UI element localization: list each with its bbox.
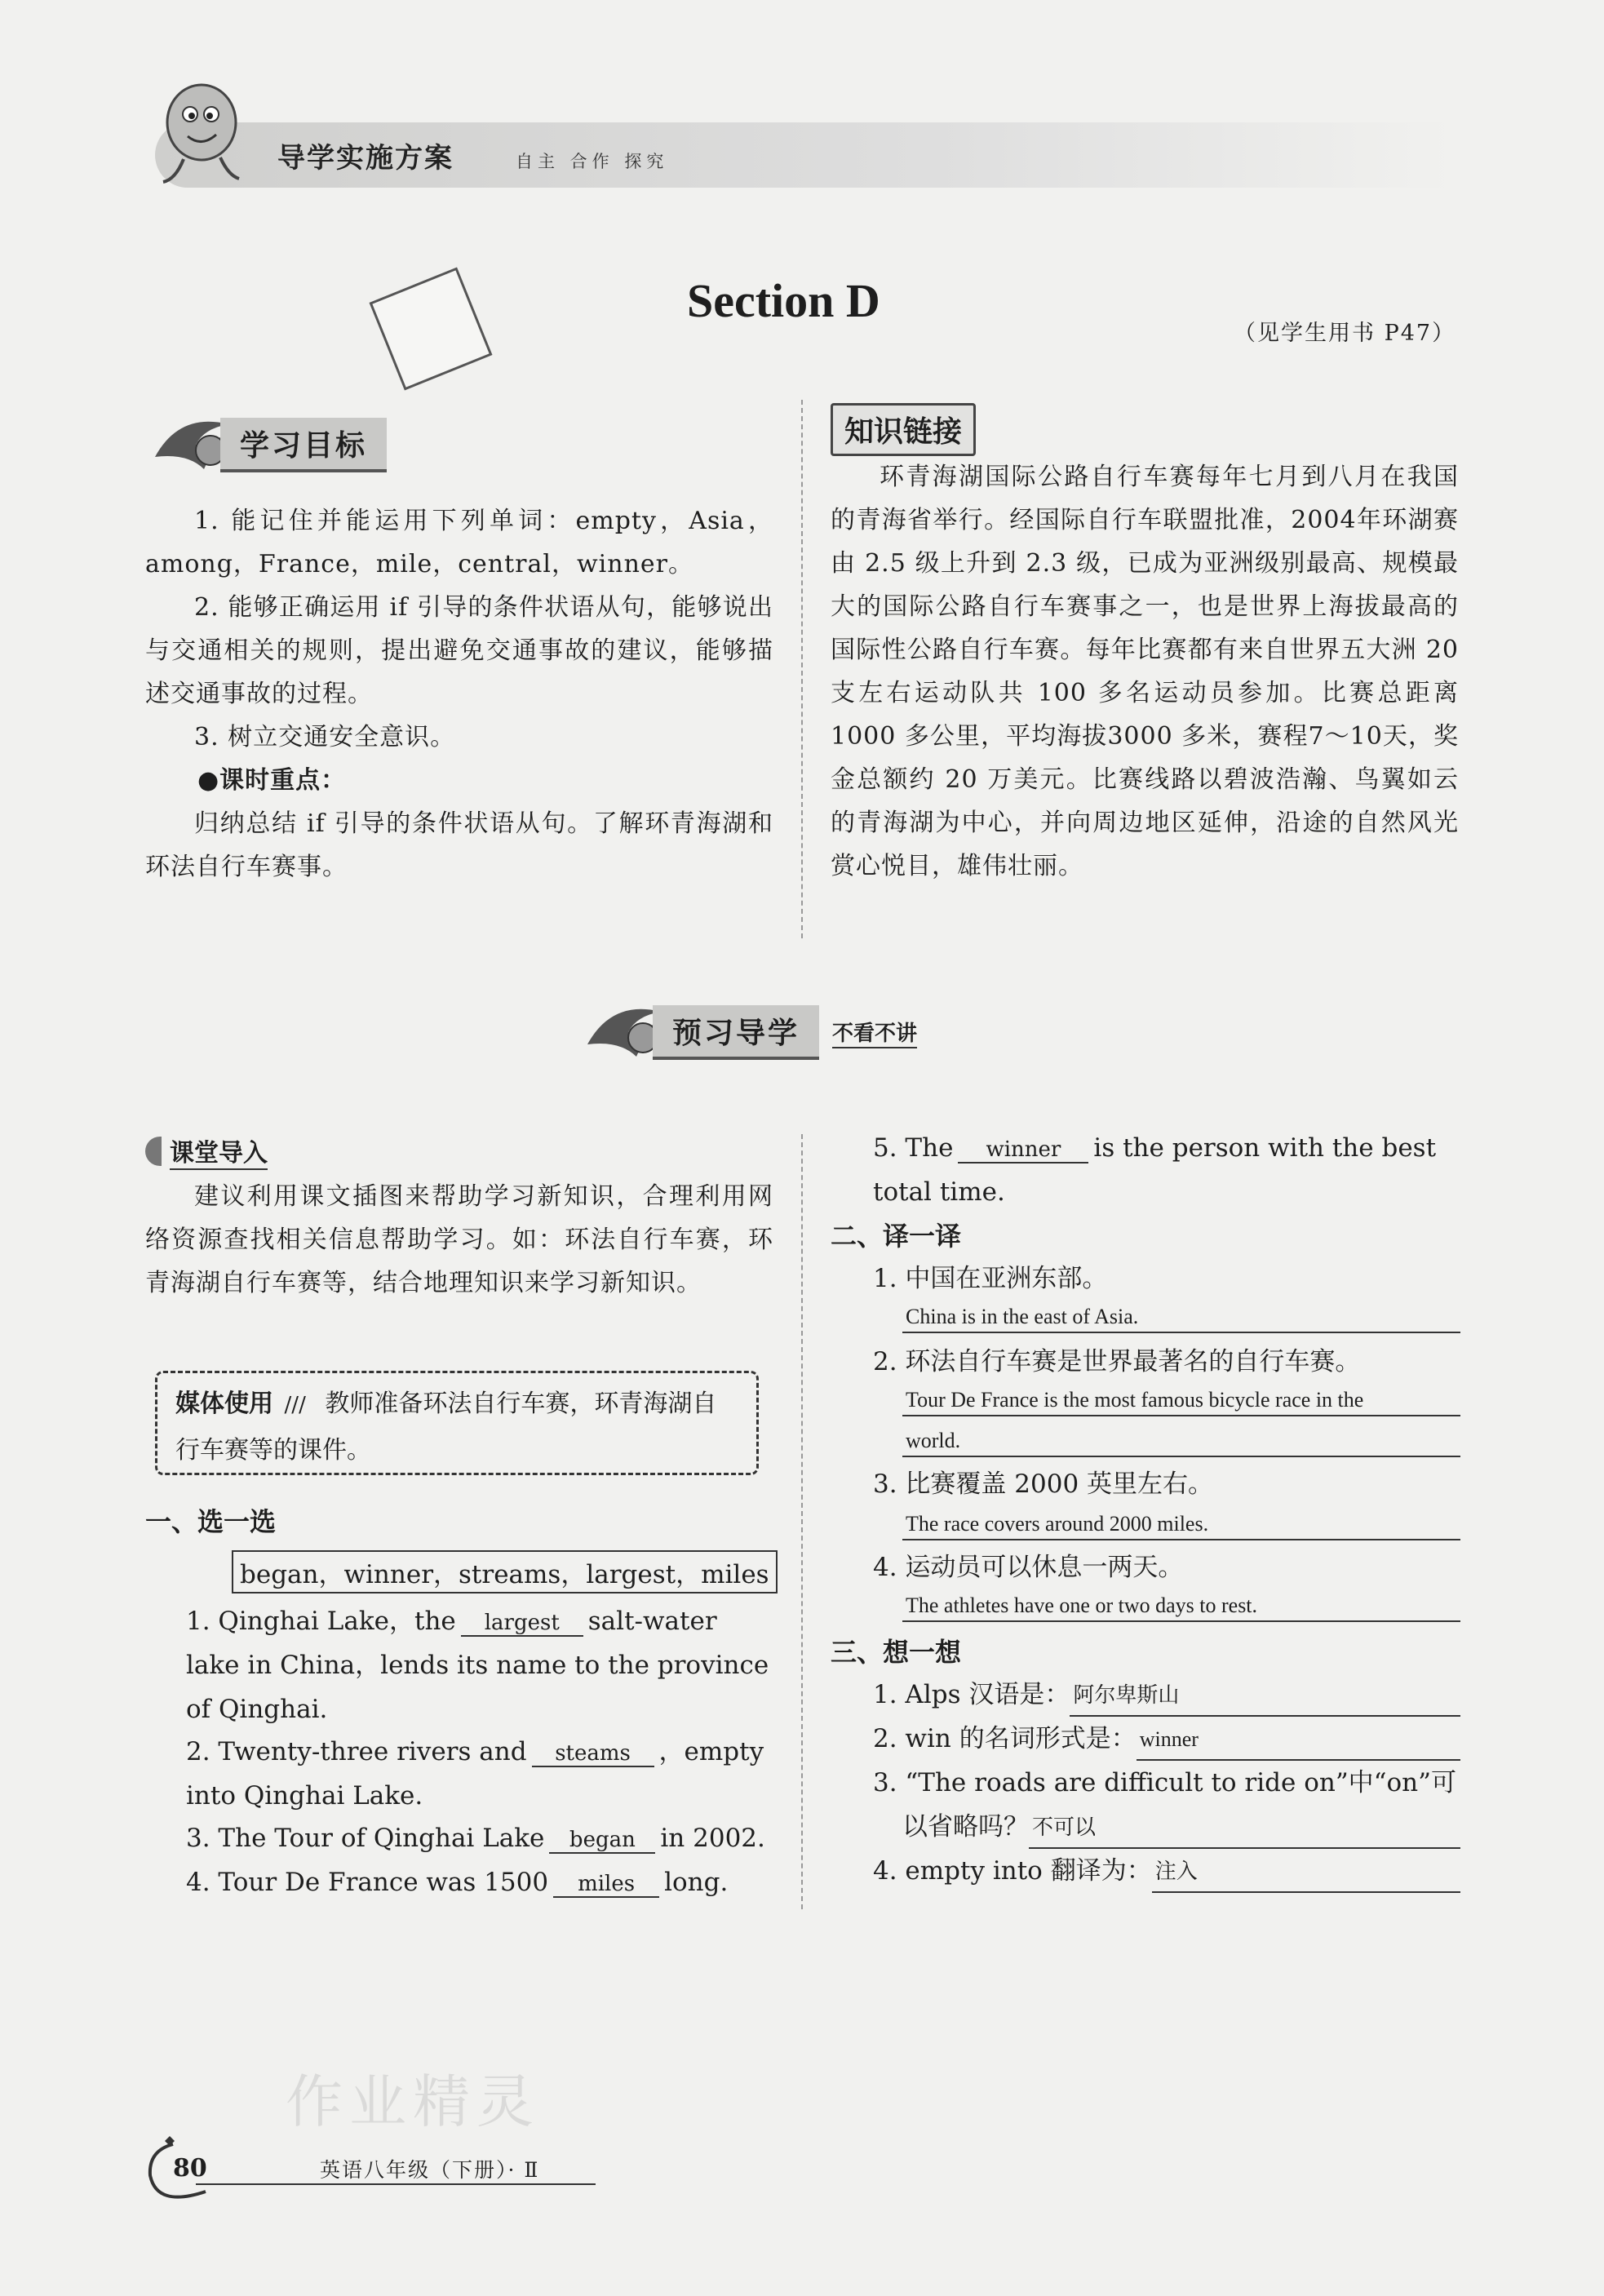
part2-a3[interactable]: The race covers around 2000 miles. (902, 1509, 1460, 1540)
column-divider (801, 400, 803, 938)
part3-q3b (902, 1805, 1460, 1849)
intro-label-text: 课堂导入 (170, 1132, 268, 1170)
q5-answer[interactable]: winner (958, 1137, 1088, 1164)
q1-text-after: salt-water lake in China，lends its name to the province of Qinghai. (186, 1607, 769, 1724)
part2-q4: 4. 运动员可以休息一两天。 (873, 1553, 1184, 1582)
q5-text: 5. The (873, 1133, 954, 1163)
reference-note: （见学生用书 P47） (1234, 321, 1456, 346)
media-label: 媒体使用 (175, 1390, 273, 1418)
part2-q1: 1. 中国在亚洲东部。 (873, 1264, 1108, 1293)
q1-answer[interactable]: largest (461, 1611, 583, 1637)
p3-a4[interactable]: 注入 (1152, 1857, 1460, 1893)
q4-text-after: long. (664, 1868, 729, 1897)
q3-answer[interactable]: began (549, 1828, 655, 1854)
part2-heading: 二、译一译 (831, 1221, 962, 1252)
page-number: 80 (173, 2154, 207, 2183)
part2-q2: 2. 环法自行车赛是世界最著名的自行车赛。 (873, 1347, 1361, 1376)
part1-q1 (186, 1599, 773, 1731)
knowledge-text: 环青海湖国际公路自行车赛每年七月到八月在我国的青海省举行。经国际自行车联盟批准，2004年环湖赛由 2.5 级上升到 2.3 级，已成为亚洲级别最高、规模最大的国际公路自行车赛事之一，也是世界上海拔最高的国际性公路自行车赛。每年比赛都有来自世界五大洲 20 支左右运动队共 100 多名运动员参加。比赛总距离 1000 多公里，平均海拔3000 多米，赛程7～10天，奖金总额约 20 万美元。比赛线路以碧波浩瀚、鸟翼如云的青海湖为中心，并向周边地区延伸，沿途的自然风光赏心悦目，雄伟壮丽。 (831, 463, 1459, 880)
q4-answer[interactable]: miles (553, 1872, 659, 1898)
q2-text: 2. Twenty-three rivers and (186, 1737, 527, 1766)
column-divider-lower (801, 1134, 803, 1909)
media-text: 教师准备环法自行车赛，环青海湖自行车赛等的课件。 (175, 1390, 717, 1465)
q2-answer[interactable]: steams (532, 1741, 654, 1767)
q3-text-after: in 2002. (660, 1824, 765, 1853)
half-circle-icon (145, 1137, 162, 1166)
part3-heading: 三、想一想 (831, 1637, 962, 1668)
part2-a1[interactable]: China is in the east of Asia. (902, 1302, 1460, 1333)
section-title: Section D (687, 274, 880, 327)
goals-banner (147, 416, 387, 473)
goal-item-1: 1. 能记住并能运用下列单词：empty，Asia，among，France，mile，central，winner。 (145, 507, 773, 578)
part3-q2 (873, 1717, 1460, 1761)
p3-a2[interactable]: winner (1137, 1725, 1460, 1761)
knowledge-tag: 知识链接 (831, 403, 976, 456)
goals-heading: 学习目标 (220, 418, 387, 472)
goal-item-2: 2. 能够正确运用 if 引导的条件状语从句，能够说出与交通相关的规则，提出避免交通事故的建议，能够描述交通事故的过程。 (145, 593, 773, 708)
preview-subtitle: 不看不讲 (832, 1017, 917, 1048)
part1-q4 (186, 1860, 773, 1904)
watermark: 作业精灵 (286, 2068, 540, 2135)
part3-q1 (873, 1673, 1460, 1717)
part3-q4 (873, 1849, 1460, 1893)
goals-content (145, 499, 773, 889)
p3-a3[interactable]: 不可以 (1029, 1813, 1460, 1849)
footer-text: 英语八年级（下册）· Ⅱ (320, 2158, 540, 2182)
goal-item-3: 3. 树立交通安全意识。 (194, 723, 456, 751)
header-title: 导学实施方案 (277, 142, 454, 175)
part2-a4[interactable]: The athletes have one or two days to rest. (902, 1591, 1460, 1622)
intro-text: 建议利用课文插图来帮助学习新知识，合理利用网络资源查找相关信息帮助学习。如：环法自行车赛，环青海湖自行车赛等，结合地理知识来学习新知识。 (145, 1182, 773, 1297)
preview-banner (579, 1004, 917, 1061)
part2-q3: 3. 比赛覆盖 2000 英里左右。 (873, 1469, 1214, 1499)
word-box: began，winner，streams，largest，miles (232, 1550, 778, 1593)
part1-q3 (186, 1816, 773, 1860)
p3-q4-text: 4. empty into 翻译为： (873, 1856, 1152, 1886)
part1-q2 (186, 1730, 773, 1818)
part2-a2[interactable]: Tour De France is the most famous bicycle race in the (902, 1385, 1460, 1416)
q2-text-after: ，empty into Qinghai Lake. (186, 1737, 764, 1811)
p3-q3b-text: 以省略吗？ (902, 1812, 1029, 1842)
part1-q5 (873, 1126, 1460, 1214)
p3-q1-text: 1. Alps 汉语是： (873, 1680, 1070, 1709)
p3-a1[interactable]: 阿尔卑斯山 (1070, 1681, 1460, 1717)
part1-heading: 一、选一选 (145, 1506, 277, 1537)
media-box (155, 1371, 759, 1475)
part2-a2-line2[interactable]: world. (902, 1426, 1460, 1457)
footer-line (196, 2183, 596, 2185)
part3-q3a: 3. “The roads are difficult to ride on”中“on”可 (873, 1768, 1456, 1797)
preview-heading: 预习导学 (653, 1005, 819, 1060)
homework-stamp-icon (369, 267, 492, 390)
q3-text: 3. The Tour of Qinghai Lake (186, 1824, 545, 1853)
mascot-icon (151, 78, 249, 192)
key-text: 归纳总结 if 引导的条件状语从句。了解环青海湖和环法自行车赛事。 (145, 809, 773, 881)
slash-icon: /// (284, 1393, 306, 1417)
key-label: ●课时重点： (197, 766, 347, 795)
q5-text-after: is the person with the best total time. (873, 1133, 1437, 1207)
q4-text: 4. Tour De France was 1500 (186, 1868, 549, 1897)
intro-label (145, 1132, 268, 1170)
q1-text: 1. Qinghai Lake，the (186, 1607, 456, 1636)
p3-q2-text: 2. win 的名词形式是： (873, 1724, 1137, 1753)
header-subtitle: 自主 合作 探究 (516, 152, 669, 171)
